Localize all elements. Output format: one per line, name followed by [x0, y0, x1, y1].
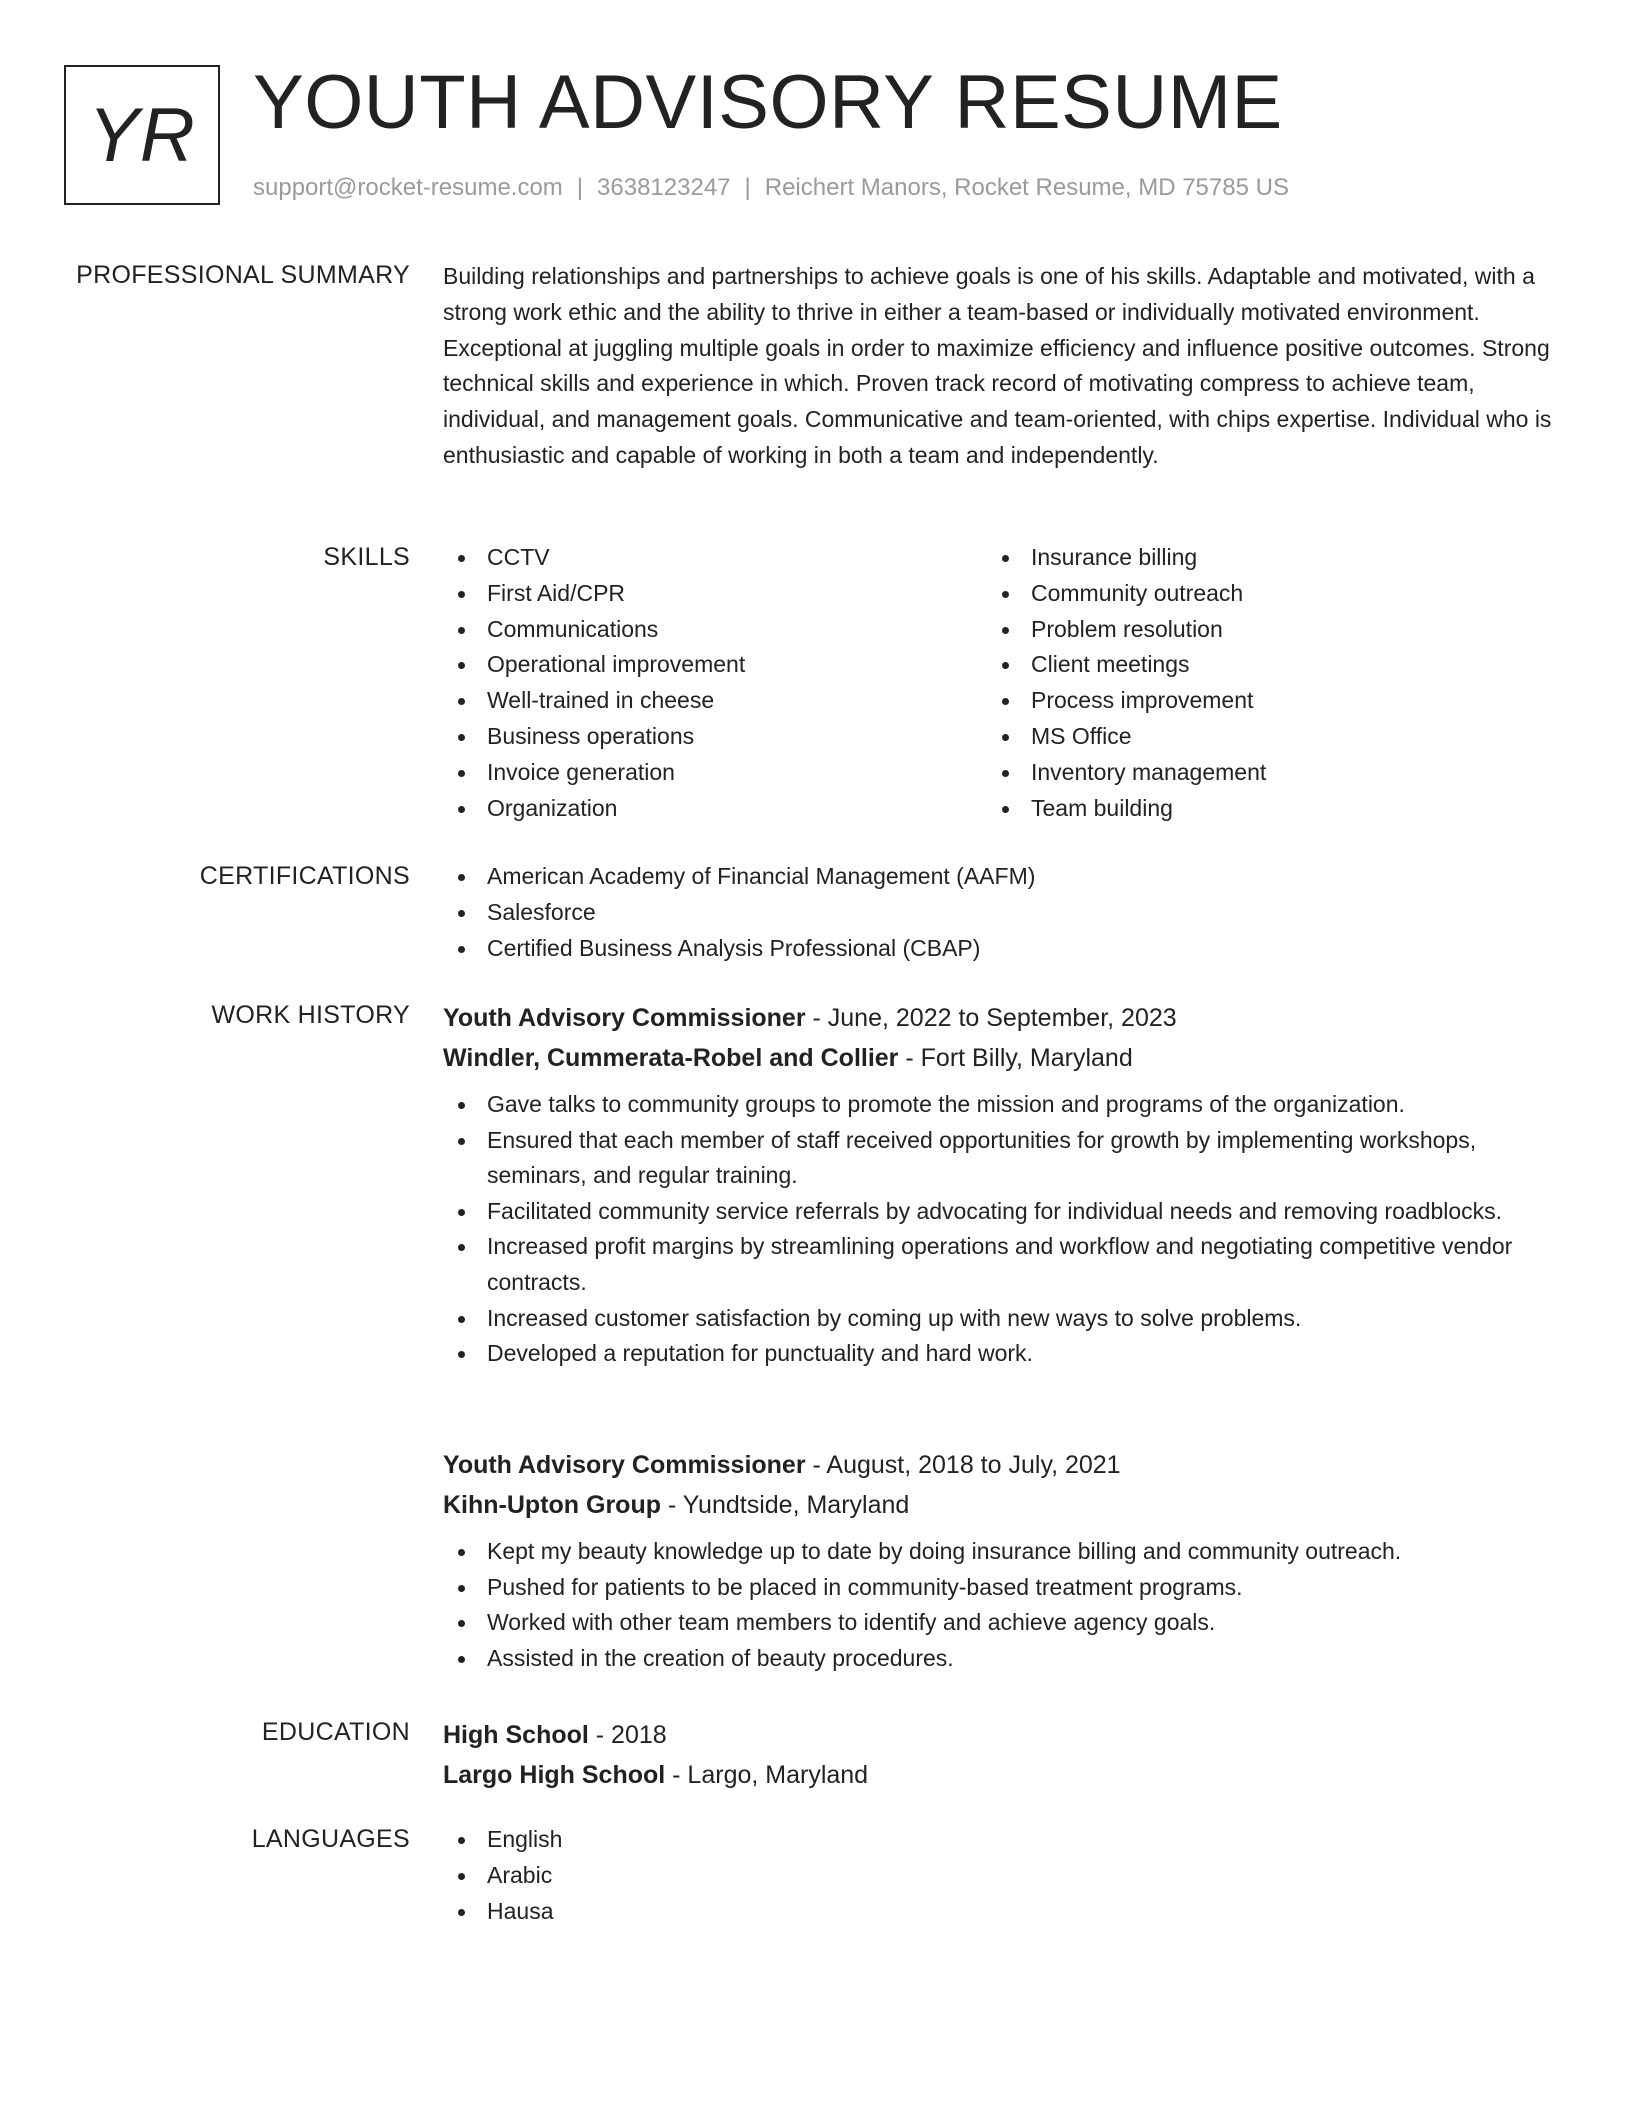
monogram-initials: YR: [88, 92, 196, 178]
contact-separator: |: [744, 174, 751, 201]
education-body: [443, 1715, 1555, 1795]
job-entry: [443, 998, 1555, 1372]
section-label-skills: SKILLS: [323, 543, 410, 571]
section-label-certifications: CERTIFICATIONS: [199, 862, 410, 890]
skill-item: Team building: [987, 791, 1531, 827]
monogram-badge: [64, 65, 220, 205]
job-bullet-item: Facilitated community service referrals by advocating for individual needs and removing roadblocks.: [443, 1194, 1555, 1230]
certification-item: American Academy of Financial Management (AAFM): [443, 859, 1555, 895]
job-company-line: [443, 1485, 1555, 1525]
job-bullet-item: Ensured that each member of staff received opportunities for growth by implementing workshops, seminars, and regular training.: [443, 1123, 1555, 1194]
contact-address: Reichert Manors, Rocket Resume, MD 75785 US: [764, 174, 1289, 201]
education-school-line: [443, 1755, 1555, 1795]
language-item: English: [443, 1822, 1555, 1858]
section-label-summary: PROFESSIONAL SUMMARY: [76, 261, 410, 289]
job-company: Kihn-Upton Group: [443, 1491, 661, 1519]
job-dates: - June, 2022 to September, 2023: [805, 1004, 1177, 1032]
certifications-list: [443, 859, 1555, 966]
skill-item: Communications: [443, 612, 987, 648]
job-dates: - August, 2018 to July, 2021: [805, 1451, 1121, 1479]
languages-body: [443, 1822, 1555, 1929]
work-history-body: [443, 998, 1555, 1372]
certification-item: Salesforce: [443, 895, 1555, 931]
contact-separator: |: [576, 174, 584, 201]
skill-item: Process improvement: [987, 683, 1531, 719]
education-school: Largo High School: [443, 1761, 666, 1789]
job-bullet-item: Kept my beauty knowledge up to date by doing insurance billing and community outreach.: [443, 1534, 1555, 1570]
skill-item: Organization: [443, 791, 987, 827]
job-bullet-item: Assisted in the creation of beauty procedures.: [443, 1641, 1555, 1677]
skill-item: MS Office: [987, 719, 1531, 755]
skill-item: Community outreach: [987, 576, 1531, 612]
job-bullet-list: [443, 1087, 1555, 1372]
job-bullet-item: Increased profit margins by streamlining operations and workflow and negotiating competitive vendor contracts.: [443, 1229, 1555, 1300]
skill-item: Client meetings: [987, 647, 1531, 683]
section-label-education: EDUCATION: [261, 1718, 410, 1746]
language-item: Arabic: [443, 1858, 1555, 1894]
job-company-line: [443, 1038, 1555, 1078]
skill-item: Inventory management: [987, 755, 1531, 791]
section-label-work-history: WORK HISTORY: [211, 1001, 410, 1029]
education-location: - Largo, Maryland: [665, 1761, 869, 1789]
skill-item: Invoice generation: [443, 755, 987, 791]
skill-item: Operational improvement: [443, 647, 987, 683]
education-year: - 2018: [588, 1721, 667, 1749]
skills-list-left: [443, 540, 987, 826]
job-title: Youth Advisory Commissioner: [443, 1451, 806, 1479]
skill-item: Business operations: [443, 719, 987, 755]
contact-phone: 3638123247: [597, 174, 731, 201]
job-title: Youth Advisory Commissioner: [443, 1004, 806, 1032]
certification-item: Certified Business Analysis Professional (CBAP): [443, 931, 1555, 967]
job-title-line: [443, 998, 1555, 1038]
summary-text: Building relationships and partnerships to achieve goals is one of his skills. Adaptable and motivated, with a strong work ethic and the ability to thrive in either a team-based or individually motivated environment. Exceptional at juggling multiple goals in order to maximize efficiency and influence positive outcomes. Strong technical skills and experience in which. Proven track record of motivating compress to achieve team, individual, and management goals. Communicative and team-oriented, with chips expertise. Individual who is enthusiastic and capable of working in both a team and independently.: [443, 263, 1552, 468]
skills-body: [443, 540, 1555, 826]
contact-email: support@rocket-resume.com: [253, 174, 563, 201]
languages-list: [443, 1822, 1555, 1929]
job-bullet-item: Gave talks to community groups to promote the mission and programs of the organization.: [443, 1087, 1555, 1123]
summary-body: [443, 258, 1555, 474]
job-title-line: [443, 1445, 1555, 1485]
job-bullet-item: Increased customer satisfaction by coming up with new ways to solve problems.: [443, 1301, 1555, 1337]
job-bullet-item: Worked with other team members to identify and achieve agency goals.: [443, 1605, 1555, 1641]
skills-list-right: [987, 540, 1531, 826]
skill-item: Problem resolution: [987, 612, 1531, 648]
skill-item: CCTV: [443, 540, 987, 576]
job-entry: [443, 1445, 1555, 1676]
job-location: - Yundtside, Maryland: [661, 1491, 910, 1519]
contact-line: [253, 172, 1289, 204]
education-degree-line: [443, 1715, 1555, 1755]
job-location: - Fort Billy, Maryland: [898, 1044, 1133, 1072]
language-item: Hausa: [443, 1894, 1555, 1930]
certifications-body: [443, 859, 1555, 966]
skill-item: First Aid/CPR: [443, 576, 987, 612]
job-bullet-list: [443, 1534, 1555, 1676]
section-label-languages: LANGUAGES: [251, 1825, 410, 1853]
resume-title: YOUTH ADVISORY RESUME: [253, 60, 1283, 145]
skill-item: Well-trained in cheese: [443, 683, 987, 719]
job-bullet-item: Pushed for patients to be placed in community-based treatment programs.: [443, 1570, 1555, 1606]
job-bullet-item: Developed a reputation for punctuality and hard work.: [443, 1336, 1555, 1372]
skill-item: Insurance billing: [987, 540, 1531, 576]
education-degree: High School: [443, 1721, 589, 1749]
job-company: Windler, Cummerata-Robel and Collier: [443, 1044, 899, 1072]
